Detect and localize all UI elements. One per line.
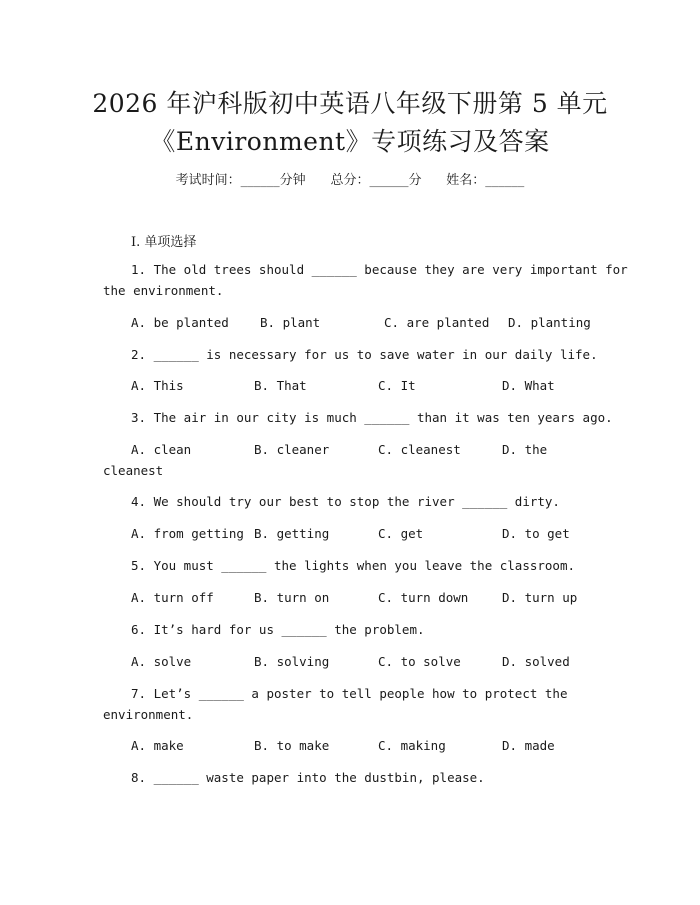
question-stem: 2. ______ is necessary for us to save water in our daily life. bbox=[131, 347, 598, 362]
option-a: A. from getting bbox=[131, 526, 244, 541]
option-b: B. solving bbox=[254, 654, 330, 669]
question-stem: 1. The old trees should ______ because they are very important for bbox=[131, 262, 628, 277]
option-b: B. turn on bbox=[254, 590, 330, 605]
exam-score: 总分：______分 bbox=[330, 173, 422, 188]
option-a: A. clean bbox=[131, 442, 192, 457]
option-b: B. getting bbox=[254, 526, 330, 541]
question-stem: 7. Let’s ______ a poster to tell people how to protect the bbox=[131, 686, 568, 701]
option-a: A. solve bbox=[131, 654, 192, 669]
question-stem: 6. It’s hard for us ______ the problem. bbox=[131, 622, 425, 637]
exam-time: 考试时间：______分钟 bbox=[175, 173, 306, 188]
option-d: D. planting bbox=[508, 315, 591, 330]
option-c: C. making bbox=[378, 738, 446, 753]
option-d: D. solved bbox=[502, 654, 570, 669]
question-stem: 4. We should try our best to stop the river ______ dirty. bbox=[131, 494, 560, 509]
option-c: C. turn down bbox=[378, 590, 469, 605]
option-b: B. to make bbox=[254, 738, 330, 753]
option-b: B. plant bbox=[260, 315, 321, 330]
option-c: C. are planted bbox=[384, 315, 490, 330]
option-a: A. This bbox=[131, 378, 184, 393]
option-d: D. made bbox=[502, 738, 555, 753]
option-c: C. It bbox=[378, 378, 416, 393]
section-heading: I. 单项选择 bbox=[131, 235, 197, 250]
document-title-line-1: 2026 年沪科版初中英语八年级下册第 5 单元 bbox=[92, 89, 608, 118]
option-c: C. get bbox=[378, 526, 424, 541]
option-d: D. What bbox=[502, 378, 555, 393]
question-stem: 3. The air in our city is much ______ than it was ten years ago. bbox=[131, 410, 613, 425]
option-a: A. turn off bbox=[131, 590, 214, 605]
exam-name: 姓名：______ bbox=[446, 173, 525, 188]
document-title-line-2: 《Environment》专项练习及答案 bbox=[150, 127, 550, 156]
exam-meta bbox=[0, 169, 700, 188]
option-d: D. to get bbox=[502, 526, 570, 541]
question-stem: 5. You must ______ the lights when you leave the classroom. bbox=[131, 558, 576, 573]
question-stem: 8. ______ waste paper into the dustbin, please. bbox=[131, 770, 485, 785]
option-d-cont: cleanest bbox=[103, 463, 164, 478]
option-d: D. the bbox=[502, 442, 548, 457]
option-c: C. cleanest bbox=[378, 442, 461, 457]
question-stem-cont: environment. bbox=[103, 707, 194, 722]
option-b: B. That bbox=[254, 378, 307, 393]
option-d: D. turn up bbox=[502, 590, 578, 605]
option-c: C. to solve bbox=[378, 654, 461, 669]
question-stem-cont: the environment. bbox=[103, 283, 224, 298]
option-a: A. make bbox=[131, 738, 184, 753]
option-a: A. be planted bbox=[131, 315, 229, 330]
option-b: B. cleaner bbox=[254, 442, 330, 457]
